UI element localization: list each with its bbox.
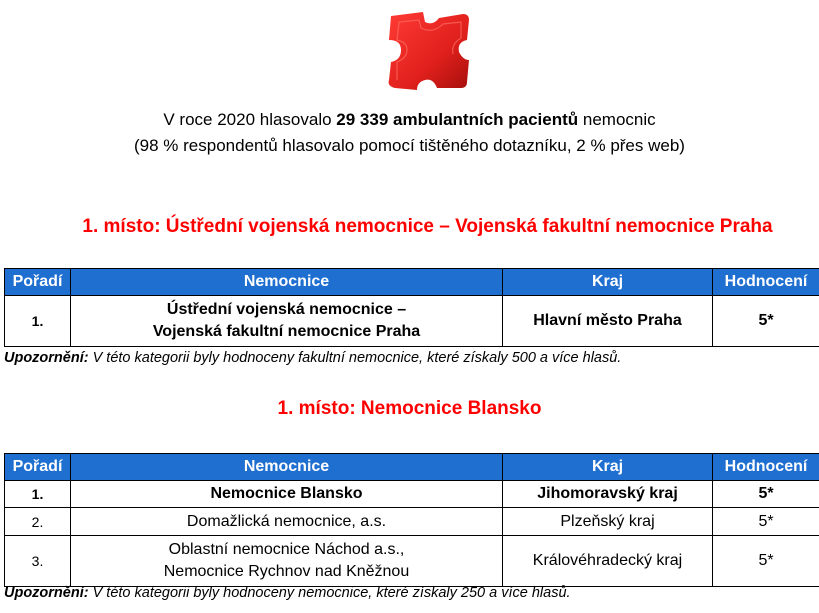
cell-hospital: Nemocnice Blansko xyxy=(71,481,503,508)
section2-heading: 1. místo: Nemocnice Blansko xyxy=(277,398,542,419)
header-hospital: Nemocnice xyxy=(71,454,503,481)
cell-rank: 3. xyxy=(5,536,71,587)
table-row xyxy=(5,536,819,587)
cell-hospital: Domažlická nemocnice, a.s. xyxy=(71,508,503,536)
header-region: Kraj xyxy=(503,454,713,481)
cell-region: Královéhradecký kraj xyxy=(503,536,713,587)
header-rank: Pořadí xyxy=(5,454,71,481)
cell-region: Hlavní město Praha xyxy=(503,296,713,347)
cell-rating: 5* xyxy=(713,481,819,508)
cell-hospital: Oblastní nemocnice Náchod a.s., Nemocnice Rychnov nad Kněžnou xyxy=(71,536,503,587)
section1-heading: 1. místo: Ústřední vojenská nemocnice – Vojenská fakultní nemocnice Praha xyxy=(82,216,773,237)
section2-note: Upozornění: V této kategorii byly hodnoceny nemocnice, které získaly 250 a více hlasů. xyxy=(4,585,571,601)
intro-patient-count: 29 339 ambulantních pacientů xyxy=(336,110,579,129)
header-rating: Hodnocení xyxy=(713,269,819,296)
table-row xyxy=(5,296,819,347)
cell-rank: 1. xyxy=(5,481,71,508)
table-row xyxy=(5,508,819,536)
section1-table xyxy=(4,268,819,347)
header-hospital: Nemocnice xyxy=(71,269,503,296)
cell-rank: 2. xyxy=(5,508,71,536)
table-row xyxy=(5,481,819,508)
cell-rating: 5* xyxy=(713,296,819,347)
header-rating: Hodnocení xyxy=(713,454,819,481)
section1-note: Upozornění: V této kategorii byly hodnoceny fakultní nemocnice, které získaly 500 a více hlasů. xyxy=(4,350,622,366)
cell-rank: 1. xyxy=(5,296,71,347)
header-rank: Pořadí xyxy=(5,269,71,296)
header-region: Kraj xyxy=(503,269,713,296)
puzzle-piece-icon xyxy=(383,10,473,90)
cell-region: Jihomoravský kraj xyxy=(503,481,713,508)
section2-table xyxy=(4,453,819,587)
cell-region: Plzeňský kraj xyxy=(503,508,713,536)
intro-line-2: (98 % respondentů hlasovalo pomocí tištěného dotazníku, 2 % přes web) xyxy=(134,136,685,155)
table-header-row xyxy=(5,454,819,481)
intro-line-1: V roce 2020 hlasovalo 29 339 ambulantních pacientů nemocnic xyxy=(163,110,656,129)
cell-hospital: Ústřední vojenská nemocnice – Vojenská fakultní nemocnice Praha xyxy=(71,296,503,347)
table-header-row xyxy=(5,269,819,296)
cell-rating: 5* xyxy=(713,536,819,587)
cell-rating: 5* xyxy=(713,508,819,536)
